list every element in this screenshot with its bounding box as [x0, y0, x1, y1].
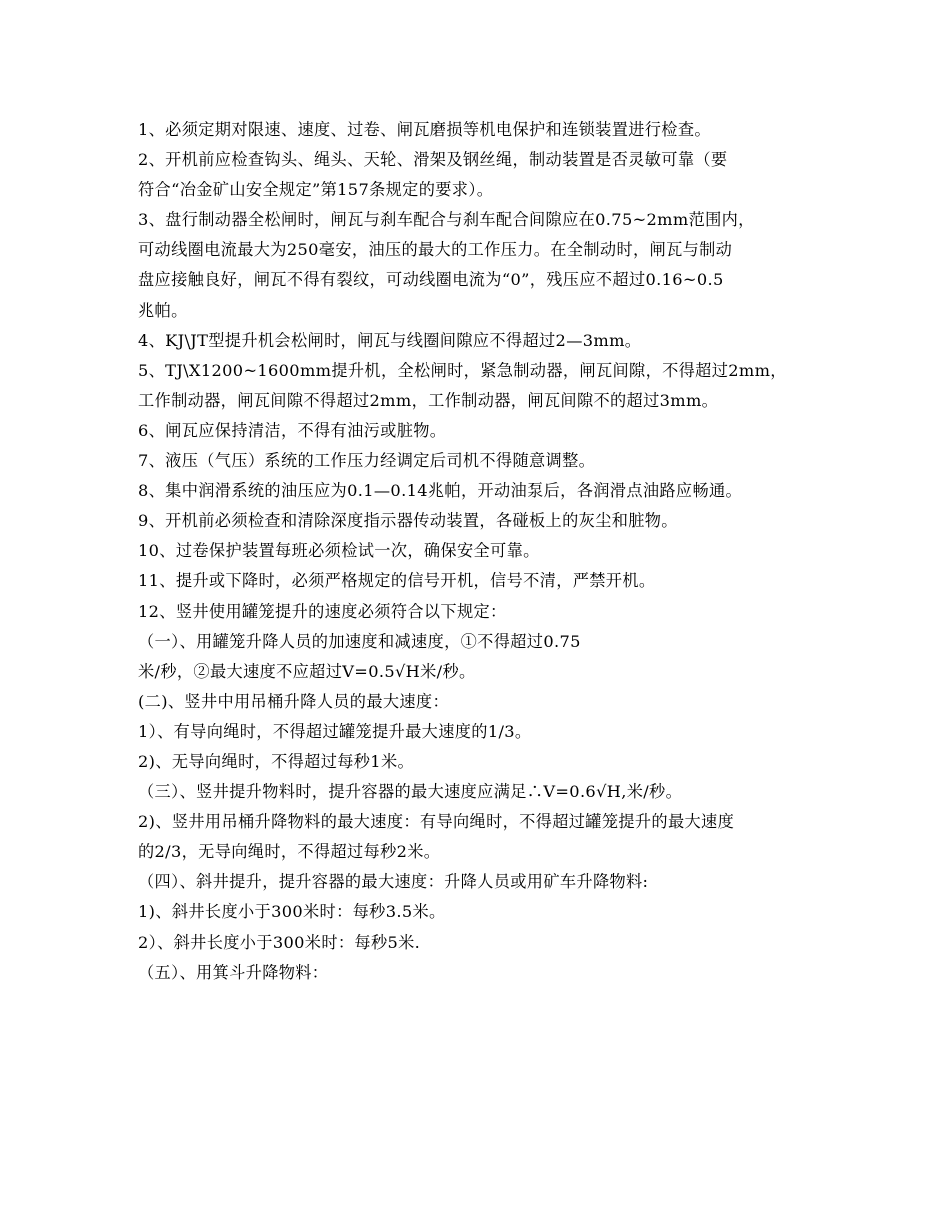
paragraph-line: 2)、竖井用吊桶升降物料的最大速度：有导向绳时，不得超过罐笼提升的最大速度 [138, 812, 735, 832]
paragraph-line: 盘应接触良好，闸瓦不得有裂纹，可动线圈电流为“0”，残压应不超过0.16~0.5 [138, 270, 724, 290]
paragraph-line: 8、集中润滑系统的油压应为0.1—0.14兆帕，开动油泵后，各润滑点油路应畅通。 [138, 481, 743, 501]
paragraph-line: 9、开机前必须检查和清除深度指示器传动装置，各碰板上的灰尘和脏物。 [138, 511, 678, 531]
paragraph-line: 10、过卷保护装置每班必须检试一次，确保安全可靠。 [138, 541, 540, 561]
paragraph-line: 11、提升或下降时，必须严格规定的信号开机，信号不清，严禁开机。 [138, 571, 656, 591]
paragraph-line: 6、闸瓦应保持清洁，不得有油污或脏物。 [138, 420, 447, 440]
paragraph-line: 7、液压（气压）系统的工作压力经调定后司机不得随意调整。 [138, 451, 596, 471]
paragraph-line: 米/秒，②最大速度不应超过V=0.5√H米/秒。 [138, 661, 476, 681]
paragraph-line: 1、必须定期对限速、速度、过卷、闸瓦磨损等机电保护和连锁装置进行检查。 [138, 120, 711, 139]
paragraph-line: 工作制动器，闸瓦间隙不得超过2mm，工作制动器，闸瓦间隙不的超过3mm。 [138, 390, 719, 410]
paragraph-line: 3、盘行制动器全松闸时，闸瓦与刹车配合与刹车配合间隙应在0.75~2mm范围内， [138, 210, 755, 230]
paragraph-line: 的2/3，无导向绳时，不得超过每秒2米。 [138, 842, 441, 862]
document-body [138, 115, 828, 988]
paragraph-line: 2)、无导向绳时，不得超过每秒1米。 [138, 751, 415, 771]
paragraph-line: (二)、竖井中用吊桶升降人员的最大速度： [138, 691, 450, 711]
paragraph-line: 12、竖井使用罐笼提升的速度必须符合以下规定： [138, 601, 507, 621]
paragraph-line: 2、开机前应检查钩头、绳头、天轮、滑架及钢丝绳，制动装置是否灵敏可靠（要 [138, 150, 728, 170]
paragraph-line: （四）、斜井提升，提升容器的最大速度：升降人员或用矿车升降物料: [138, 872, 649, 892]
paragraph-line: 兆帕。 [138, 300, 188, 320]
paragraph-line: 1)、斜井长度小于300米时：每秒3.5米。 [138, 902, 446, 922]
paragraph-line: （一）、用罐笼升降人员的加速度和减速度，①不得超过0.75 [138, 631, 581, 651]
paragraph-line: 5、TJ\X1200~1600mm提升机，全松闸时，紧急制动器，闸瓦间隙，不得超过2mm， [138, 360, 787, 380]
paragraph-line: 4、KJ\JT型提升机会松闸时，闸瓦与线圈间隙应不得超过2—3mm。 [138, 330, 642, 350]
paragraph-line: 可动线圈电流最大为250毫安，油压的最大的工作压力。在全制动时，闸瓦与制动 [138, 240, 733, 260]
paragraph-line: 符合“冶金矿山安全规定”第157条规定的要求）。 [138, 180, 494, 200]
paragraph-line: （五）、用箕斗升降物料： [138, 962, 329, 982]
paragraph-line: （三）、竖井提升物料时，提升容器的最大速度应满足∴V=0.6√H,米/秒。 [138, 782, 683, 802]
paragraph-line: 2）、斜井长度小于300米时：每秒5米. [138, 932, 421, 952]
paragraph-line: 1）、有导向绳时，不得超过罐笼提升最大速度的1/3。 [138, 721, 532, 741]
